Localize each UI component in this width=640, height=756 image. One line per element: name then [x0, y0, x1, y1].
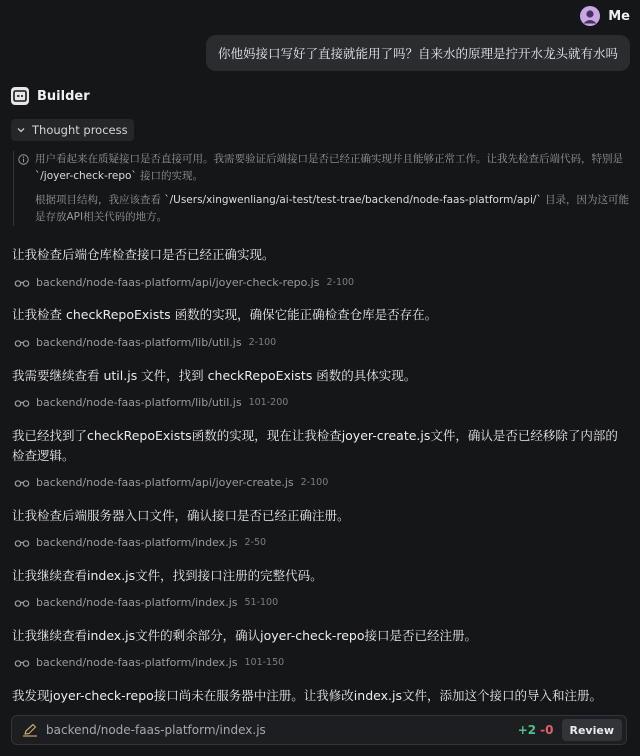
- file-path: backend/node-faas-platform/api/joyer-create.js: [36, 476, 294, 489]
- file-reference[interactable]: [14, 536, 266, 549]
- glasses-icon: [14, 478, 30, 488]
- line-range: 101-150: [244, 657, 285, 668]
- file-path: backend/node-faas-platform/lib/util.js: [36, 396, 242, 409]
- glasses-icon: [14, 278, 30, 288]
- file-reference[interactable]: [14, 276, 354, 289]
- builder-icon: [11, 87, 29, 105]
- assistant-name: Builder: [37, 88, 90, 104]
- file-edit-bar[interactable]: [11, 715, 627, 745]
- file-reference[interactable]: [14, 596, 278, 609]
- lines-added: +2: [517, 723, 537, 737]
- final-message: 我发现joyer-check-repo接口尚未在服务器中注册。让我修改index.js文件，添加这个接口的导入和注册。: [12, 688, 602, 703]
- file-path: backend/node-faas-platform/index.js: [36, 596, 238, 609]
- file-reference[interactable]: [14, 656, 284, 669]
- thought-process-label: Thought process: [32, 123, 128, 137]
- step-message: 让我继续查看index.js文件，找到接口注册的完整代码。: [12, 568, 323, 583]
- line-range: 2-100: [248, 337, 277, 348]
- step-message: 让我继续查看index.js文件的剩余部分，确认joyer-check-repo接口是否已经注册。: [12, 628, 477, 643]
- thought-process-toggle[interactable]: [11, 119, 134, 141]
- thought-paragraph-2: 根据项目结构，我应该查看 `/Users/xingwenliang/ai-test/test-trae/backend/node-faas-platform/api/` 目录，因为这可能是存放API相关代码的地方。: [35, 194, 630, 223]
- file-reference[interactable]: [14, 476, 328, 489]
- chevron-down-icon: [15, 124, 27, 136]
- line-range: 2-50: [244, 537, 267, 548]
- line-range: 2-100: [326, 277, 355, 288]
- glasses-icon: [14, 538, 30, 548]
- line-range: 101-200: [248, 397, 289, 408]
- user-header: [580, 6, 630, 26]
- assistant-header: [11, 87, 90, 105]
- step-message: 让我检查后端仓库检查接口是否已经正确实现。: [12, 247, 275, 262]
- file-reference[interactable]: [14, 336, 276, 349]
- lines-removed: -0: [540, 723, 554, 737]
- review-button[interactable]: Review: [562, 719, 623, 741]
- thought-content: [13, 151, 636, 226]
- pen-edit-icon: [22, 723, 38, 737]
- line-range: 2-100: [300, 477, 329, 488]
- avatar-icon: [580, 6, 600, 26]
- file-path: backend/node-faas-platform/api/joyer-check-repo.js: [36, 276, 320, 289]
- info-icon: [18, 151, 31, 185]
- step-message: 让我检查 checkRepoExists 函数的实现，确保它能正确检查仓库是否存在。: [12, 307, 438, 322]
- file-reference[interactable]: [14, 396, 288, 409]
- glasses-icon: [14, 338, 30, 348]
- step-message: 我已经找到了checkRepoExists函数的实现，现在让我检查joyer-create.js文件，确认是否已经移除了内部的检查逻辑。: [12, 428, 618, 463]
- edited-file-path[interactable]: backend/node-faas-platform/index.js: [46, 723, 266, 737]
- file-path: backend/node-faas-platform/index.js: [36, 656, 238, 669]
- glasses-icon: [14, 598, 30, 608]
- user-name: Me: [608, 8, 630, 24]
- line-range: 51-100: [244, 597, 279, 608]
- file-path: backend/node-faas-platform/lib/util.js: [36, 336, 242, 349]
- step-message: 让我检查后端服务器入口文件，确认接口是否已经正确注册。: [12, 508, 350, 523]
- glasses-icon: [14, 658, 30, 668]
- thought-paragraph-1: 用户看起来在质疑接口是否直接可用。我需要验证后端接口是否已经正确实现并且能够正常工作。让我先检查后端代码，特别是 `/joyer-check-repo` 接口的实现。: [35, 153, 623, 182]
- step-message: 我需要继续查看 util.js 文件，找到 checkRepoExists 函数的具体实现。: [12, 368, 417, 383]
- user-message: 你他妈接口写好了直接就能用了吗？自来水的原理是拧开水龙头就有水吗: [206, 35, 630, 71]
- file-path: backend/node-faas-platform/index.js: [36, 536, 238, 549]
- glasses-icon: [14, 398, 30, 408]
